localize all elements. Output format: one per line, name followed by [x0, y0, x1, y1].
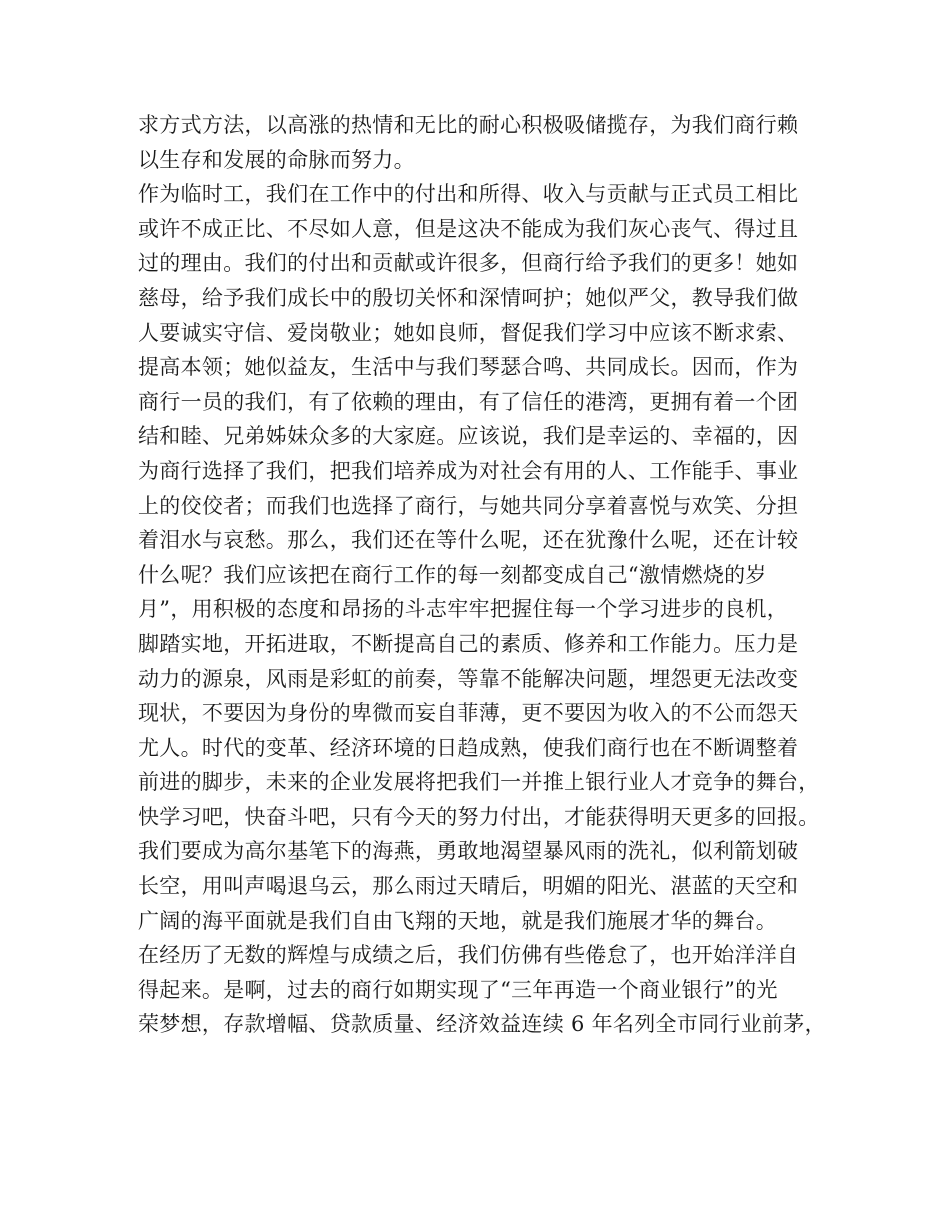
text-line: 提高本领；她似益友，生活中与我们琴瑟合鸣、共同成长。因而，作为 [138, 355, 799, 380]
text-line: 尤人。时代的变革、经济环境的日趋成熟，使我们商行也在不断调整着 [138, 735, 799, 760]
text-line: 上的佼佼者；而我们也选择了商行，与她共同分享着喜悦与欢笑、分担 [138, 493, 799, 518]
text-line: 动力的源泉，风雨是彩虹的前奏，等靠不能解决问题，埋怨更无法改变 [138, 666, 799, 691]
text-line: 在经历了无数的辉煌与成绩之后，我们仿佛有些倦怠了，也开始洋洋自 [138, 943, 799, 968]
text-line: 求方式方法，以高涨的热情和无比的耐心积极吸储揽存，为我们商行赖 [138, 113, 799, 137]
text-line: 什么呢？我们应该把在商行工作的每一刻都变成自己“激情燃烧的岁 [138, 562, 767, 587]
text-line: 为商行选择了我们，把我们培养成为对社会有用的人、工作能手、事业 [138, 458, 799, 483]
text-line: 作为临时工，我们在工作中的付出和所得、收入与贡献与正式员工相比 [138, 182, 799, 207]
text-line: 前进的脚步，未来的企业发展将把我们一并推上银行业人才竞争的舞台， [138, 770, 820, 795]
text-line: 我们要成为高尔基笔下的海燕，勇敢地渴望暴风雨的洗礼，似利箭划破 [138, 839, 799, 864]
text-line: 现状，不要因为身份的卑微而妄自菲薄，更不要因为收入的不公而怨天 [138, 701, 799, 726]
text-line: 得起来。是啊，过去的商行如期实现了“三年再造一个商业银行”的光 [138, 977, 778, 1002]
text-line: 脚踏实地，开拓进取，不断提高自己的素质、修养和工作能力。压力是 [138, 631, 799, 656]
text-line: 快学习吧，快奋斗吧，只有今天的努力付出，才能获得明天更多的回报。 [138, 804, 820, 829]
text-line: 人要诚实守信、爱岗敬业；她如良师，督促我们学习中应该不断求索、 [138, 320, 799, 345]
text-line: 以生存和发展的命脉而努力。 [138, 147, 415, 172]
text-line: 着泪水与哀愁。那么，我们还在等什么呢，还在犹豫什么呢，还在计较 [138, 528, 799, 553]
text-line: 过的理由。我们的付出和贡献或许很多，但商行给予我们的更多！她如 [138, 251, 799, 276]
text-line: 荣梦想，存款增幅、贷款质量、经济效益连续 6 年名列全市同行业前茅， [138, 1012, 826, 1037]
text-line: 广阔的海平面就是我们自由飞翔的天地，就是我们施展才华的舞台。 [138, 908, 777, 933]
text-line: 长空，用叫声喝退乌云，那么雨过天晴后，明媚的阳光、湛蓝的天空和 [138, 874, 799, 899]
body-text [138, 108, 838, 1042]
text-line: 结和睦、兄弟姊妹众多的大家庭。应该说，我们是幸运的、幸福的，因 [138, 424, 799, 449]
text-line: 商行一员的我们，有了依赖的理由，有了信任的港湾，更拥有着一个团 [138, 389, 799, 414]
text-line: 月”，用积极的态度和昂扬的斗志牢牢把握住每一个学习进步的良机， [138, 597, 789, 622]
text-line: 慈母，给予我们成长中的殷切关怀和深情呵护；她似严父，教导我们做 [138, 285, 799, 310]
text-line: 或许不成正比、不尽如人意，但是这决不能成为我们灰心丧气、得过且 [138, 216, 799, 241]
